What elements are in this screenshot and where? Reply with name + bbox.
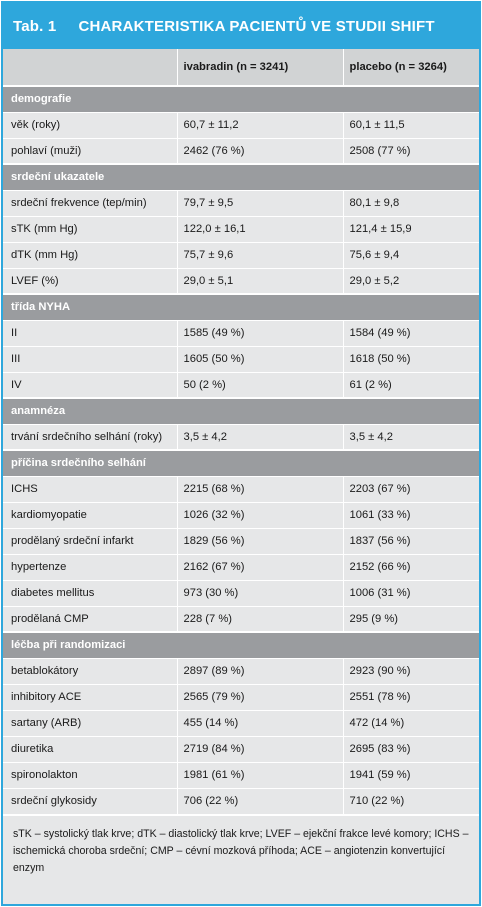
section-title: srdeční ukazatele: [3, 164, 479, 190]
ivabradin-value: 29,0 ± 5,1: [177, 268, 343, 294]
table-row: [3, 112, 479, 138]
row-label: hypertenze: [3, 554, 177, 580]
ivabradin-value: 2719 (84 %): [177, 736, 343, 762]
placebo-value: 1837 (56 %): [343, 528, 479, 554]
section-header-row: [3, 164, 479, 190]
row-label: trvání srdečního selhání (roky): [3, 424, 177, 450]
placebo-value: 710 (22 %): [343, 788, 479, 814]
ivabradin-value: 2565 (79 %): [177, 684, 343, 710]
table-row: [3, 788, 479, 814]
ivabradin-value: 228 (7 %): [177, 606, 343, 632]
ivabradin-value: 706 (22 %): [177, 788, 343, 814]
table-row: [3, 736, 479, 762]
table-number: Tab. 1: [13, 17, 57, 35]
ivabradin-value: 2897 (89 %): [177, 658, 343, 684]
ivabradin-value: 75,7 ± 9,6: [177, 242, 343, 268]
row-label: II: [3, 320, 177, 346]
section-title: demografie: [3, 86, 479, 112]
placebo-value: 2695 (83 %): [343, 736, 479, 762]
ivabradin-value: 1605 (50 %): [177, 346, 343, 372]
section-header-row: [3, 450, 479, 476]
table-row: [3, 242, 479, 268]
table-row: [3, 710, 479, 736]
row-label: prodělaná CMP: [3, 606, 177, 632]
table-row: [3, 658, 479, 684]
table-row: [3, 372, 479, 398]
ivabradin-value: 1026 (32 %): [177, 502, 343, 528]
placebo-value: 1584 (49 %): [343, 320, 479, 346]
table-body: [3, 86, 479, 814]
section-header-row: [3, 398, 479, 424]
placebo-value: 2508 (77 %): [343, 138, 479, 164]
row-label: dTK (mm Hg): [3, 242, 177, 268]
ivabradin-value: 122,0 ± 16,1: [177, 216, 343, 242]
section-header-row: [3, 632, 479, 658]
table-row: [3, 502, 479, 528]
table-row: [3, 268, 479, 294]
placebo-value: 3,5 ± 4,2: [343, 424, 479, 450]
column-header-label: [3, 49, 177, 86]
placebo-value: 2152 (66 %): [343, 554, 479, 580]
ivabradin-value: 455 (14 %): [177, 710, 343, 736]
ivabradin-value: 3,5 ± 4,2: [177, 424, 343, 450]
ivabradin-value: 2215 (68 %): [177, 476, 343, 502]
ivabradin-value: 50 (2 %): [177, 372, 343, 398]
placebo-value: 295 (9 %): [343, 606, 479, 632]
table-row: [3, 762, 479, 788]
ivabradin-value: 2462 (76 %): [177, 138, 343, 164]
row-label: spironolakton: [3, 762, 177, 788]
patient-characteristics-table: [3, 49, 479, 814]
table-title: CHARAKTERISTIKA PACIENTŮ VE STUDII SHIFT: [78, 17, 435, 35]
table-row: [3, 554, 479, 580]
row-label: diuretika: [3, 736, 177, 762]
row-label: sTK (mm Hg): [3, 216, 177, 242]
row-label: kardiomyopatie: [3, 502, 177, 528]
table-row: [3, 216, 479, 242]
placebo-value: 61 (2 %): [343, 372, 479, 398]
section-title: třída NYHA: [3, 294, 479, 320]
ivabradin-value: 973 (30 %): [177, 580, 343, 606]
row-label: betablokátory: [3, 658, 177, 684]
row-label: ICHS: [3, 476, 177, 502]
table-row: [3, 528, 479, 554]
footnote: sTK – systolický tlak krve; dTK – diastolický tlak krve; LVEF – ejekční frakce levé komory; ICHS – ischemická choroba srdeční; CMP – cévní mozková příhoda; ACE – angiotenzin konvertující enzym: [3, 814, 479, 877]
table-card: [1, 1, 481, 906]
placebo-value: 472 (14 %): [343, 710, 479, 736]
placebo-value: 2923 (90 %): [343, 658, 479, 684]
table-row: [3, 580, 479, 606]
section-title: léčba při randomizaci: [3, 632, 479, 658]
table-row: [3, 138, 479, 164]
row-label: diabetes mellitus: [3, 580, 177, 606]
table-row: [3, 606, 479, 632]
placebo-value: 1618 (50 %): [343, 346, 479, 372]
placebo-value: 1061 (33 %): [343, 502, 479, 528]
table-row: [3, 190, 479, 216]
section-header-row: [3, 294, 479, 320]
ivabradin-value: 79,7 ± 9,5: [177, 190, 343, 216]
ivabradin-value: 1981 (61 %): [177, 762, 343, 788]
row-label: IV: [3, 372, 177, 398]
placebo-value: 75,6 ± 9,4: [343, 242, 479, 268]
row-label: srdeční frekvence (tep/min): [3, 190, 177, 216]
row-label: LVEF (%): [3, 268, 177, 294]
row-label: III: [3, 346, 177, 372]
ivabradin-value: 1829 (56 %): [177, 528, 343, 554]
table-row: [3, 424, 479, 450]
table-row: [3, 346, 479, 372]
column-header-row: [3, 49, 479, 86]
column-header-placebo: placebo (n = 3264): [343, 49, 479, 86]
placebo-value: 121,4 ± 15,9: [343, 216, 479, 242]
row-label: věk (roky): [3, 112, 177, 138]
section-title: anamnéza: [3, 398, 479, 424]
placebo-value: 1941 (59 %): [343, 762, 479, 788]
placebo-value: 1006 (31 %): [343, 580, 479, 606]
row-label: prodělaný srdeční infarkt: [3, 528, 177, 554]
ivabradin-value: 60,7 ± 11,2: [177, 112, 343, 138]
row-label: inhibitory ACE: [3, 684, 177, 710]
placebo-value: 80,1 ± 9,8: [343, 190, 479, 216]
row-label: pohlaví (muži): [3, 138, 177, 164]
placebo-value: 2203 (67 %): [343, 476, 479, 502]
table-row: [3, 320, 479, 346]
placebo-value: 2551 (78 %): [343, 684, 479, 710]
ivabradin-value: 2162 (67 %): [177, 554, 343, 580]
row-label: srdeční glykosidy: [3, 788, 177, 814]
column-header-ivabradin: ivabradin (n = 3241): [177, 49, 343, 86]
placebo-value: 60,1 ± 11,5: [343, 112, 479, 138]
table-row: [3, 684, 479, 710]
placebo-value: 29,0 ± 5,2: [343, 268, 479, 294]
title-bar: [3, 3, 479, 49]
section-title: příčina srdečního selhání: [3, 450, 479, 476]
ivabradin-value: 1585 (49 %): [177, 320, 343, 346]
row-label: sartany (ARB): [3, 710, 177, 736]
table-row: [3, 476, 479, 502]
section-header-row: [3, 86, 479, 112]
